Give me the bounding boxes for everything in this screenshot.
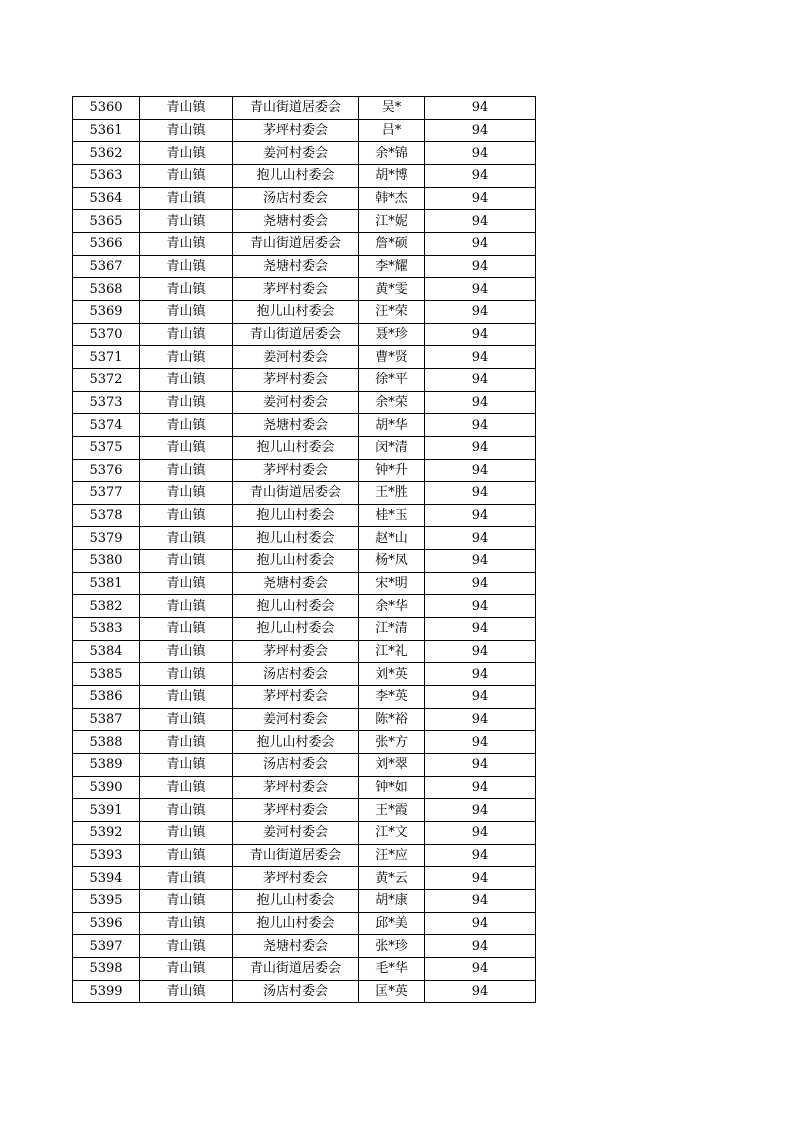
score-cell: 94 [425, 187, 536, 210]
village-committee-cell: 茅坪村委会 [233, 368, 359, 391]
person-name-cell: 江*礼 [359, 640, 425, 663]
table-row [73, 618, 536, 641]
table-row [73, 255, 536, 278]
village-committee-cell: 尧塘村委会 [233, 255, 359, 278]
table-row [73, 459, 536, 482]
row-number-cell: 5364 [73, 187, 140, 210]
table-row [73, 572, 536, 595]
table-row [73, 142, 536, 165]
town-cell: 青山镇 [140, 731, 233, 754]
village-committee-cell: 汤店村委会 [233, 980, 359, 1003]
village-committee-cell: 茅坪村委会 [233, 776, 359, 799]
score-cell: 94 [425, 822, 536, 845]
table-row [73, 867, 536, 890]
table-row [73, 97, 536, 120]
village-committee-cell: 姜河村委会 [233, 346, 359, 369]
village-committee-cell: 青山街道居委会 [233, 97, 359, 120]
score-cell: 94 [425, 708, 536, 731]
row-number-cell: 5396 [73, 912, 140, 935]
town-cell: 青山镇 [140, 323, 233, 346]
person-name-cell: 刘*翠 [359, 754, 425, 777]
table-row [73, 799, 536, 822]
score-cell: 94 [425, 867, 536, 890]
village-committee-cell: 汤店村委会 [233, 754, 359, 777]
village-committee-cell: 姜河村委会 [233, 708, 359, 731]
row-number-cell: 5390 [73, 776, 140, 799]
village-committee-cell: 茅坪村委会 [233, 640, 359, 663]
town-cell: 青山镇 [140, 436, 233, 459]
table-row [73, 754, 536, 777]
score-cell: 94 [425, 640, 536, 663]
village-committee-cell: 姜河村委会 [233, 822, 359, 845]
row-number-cell: 5372 [73, 368, 140, 391]
village-committee-cell: 茅坪村委会 [233, 686, 359, 709]
town-cell: 青山镇 [140, 346, 233, 369]
town-cell: 青山镇 [140, 232, 233, 255]
town-cell: 青山镇 [140, 912, 233, 935]
village-committee-cell: 尧塘村委会 [233, 935, 359, 958]
score-cell: 94 [425, 618, 536, 641]
person-name-cell: 汪*应 [359, 844, 425, 867]
town-cell: 青山镇 [140, 822, 233, 845]
score-cell: 94 [425, 935, 536, 958]
town-cell: 青山镇 [140, 97, 233, 120]
town-cell: 青山镇 [140, 618, 233, 641]
row-number-cell: 5375 [73, 436, 140, 459]
row-number-cell: 5373 [73, 391, 140, 414]
table-row [73, 164, 536, 187]
town-cell: 青山镇 [140, 799, 233, 822]
village-committee-cell: 青山街道居委会 [233, 957, 359, 980]
table-row [73, 686, 536, 709]
score-cell: 94 [425, 550, 536, 573]
person-name-cell: 张*方 [359, 731, 425, 754]
town-cell: 青山镇 [140, 527, 233, 550]
score-cell: 94 [425, 97, 536, 120]
town-cell: 青山镇 [140, 391, 233, 414]
town-cell: 青山镇 [140, 844, 233, 867]
row-number-cell: 5368 [73, 278, 140, 301]
table-row [73, 323, 536, 346]
score-cell: 94 [425, 210, 536, 233]
score-cell: 94 [425, 142, 536, 165]
village-committee-cell: 汤店村委会 [233, 187, 359, 210]
person-name-cell: 王*胜 [359, 482, 425, 505]
village-committee-cell: 茅坪村委会 [233, 867, 359, 890]
score-cell: 94 [425, 527, 536, 550]
village-committee-cell: 抱儿山村委会 [233, 595, 359, 618]
row-number-cell: 5379 [73, 527, 140, 550]
row-number-cell: 5360 [73, 97, 140, 120]
score-cell: 94 [425, 232, 536, 255]
score-cell: 94 [425, 482, 536, 505]
table-row [73, 776, 536, 799]
score-cell: 94 [425, 504, 536, 527]
person-name-cell: 张*珍 [359, 935, 425, 958]
row-number-cell: 5376 [73, 459, 140, 482]
village-committee-cell: 汤店村委会 [233, 663, 359, 686]
person-name-cell: 曹*贤 [359, 346, 425, 369]
town-cell: 青山镇 [140, 255, 233, 278]
person-name-cell: 江*清 [359, 618, 425, 641]
town-cell: 青山镇 [140, 686, 233, 709]
table-row [73, 368, 536, 391]
score-cell: 94 [425, 686, 536, 709]
village-committee-cell: 抱儿山村委会 [233, 164, 359, 187]
person-name-cell: 宋*明 [359, 572, 425, 595]
village-committee-cell: 姜河村委会 [233, 391, 359, 414]
village-committee-cell: 抱儿山村委会 [233, 527, 359, 550]
row-number-cell: 5365 [73, 210, 140, 233]
town-cell: 青山镇 [140, 482, 233, 505]
row-number-cell: 5369 [73, 300, 140, 323]
score-cell: 94 [425, 323, 536, 346]
table-row [73, 210, 536, 233]
table-row [73, 232, 536, 255]
village-committee-cell: 抱儿山村委会 [233, 912, 359, 935]
row-number-cell: 5386 [73, 686, 140, 709]
row-number-cell: 5384 [73, 640, 140, 663]
village-committee-cell: 抱儿山村委会 [233, 889, 359, 912]
score-cell: 94 [425, 595, 536, 618]
village-committee-cell: 青山街道居委会 [233, 482, 359, 505]
village-committee-cell: 抱儿山村委会 [233, 436, 359, 459]
person-name-cell: 李*耀 [359, 255, 425, 278]
town-cell: 青山镇 [140, 935, 233, 958]
town-cell: 青山镇 [140, 754, 233, 777]
person-name-cell: 邱*美 [359, 912, 425, 935]
person-name-cell: 聂*珍 [359, 323, 425, 346]
row-number-cell: 5385 [73, 663, 140, 686]
table-row [73, 346, 536, 369]
village-committee-cell: 茅坪村委会 [233, 799, 359, 822]
village-committee-cell: 青山街道居委会 [233, 844, 359, 867]
town-cell: 青山镇 [140, 889, 233, 912]
person-name-cell: 江*文 [359, 822, 425, 845]
table-row [73, 935, 536, 958]
table-row [73, 278, 536, 301]
person-name-cell: 詹*硕 [359, 232, 425, 255]
town-cell: 青山镇 [140, 414, 233, 437]
person-name-cell: 吕* [359, 119, 425, 142]
village-committee-cell: 茅坪村委会 [233, 278, 359, 301]
town-cell: 青山镇 [140, 708, 233, 731]
person-name-cell: 胡*华 [359, 414, 425, 437]
score-cell: 94 [425, 368, 536, 391]
table-row [73, 504, 536, 527]
village-committee-cell: 抱儿山村委会 [233, 300, 359, 323]
score-cell: 94 [425, 436, 536, 459]
village-committee-cell: 尧塘村委会 [233, 414, 359, 437]
row-number-cell: 5397 [73, 935, 140, 958]
score-cell: 94 [425, 731, 536, 754]
row-number-cell: 5366 [73, 232, 140, 255]
score-cell: 94 [425, 799, 536, 822]
table-row [73, 822, 536, 845]
person-name-cell: 韩*杰 [359, 187, 425, 210]
table-row [73, 119, 536, 142]
row-number-cell: 5377 [73, 482, 140, 505]
score-cell: 94 [425, 957, 536, 980]
score-cell: 94 [425, 414, 536, 437]
score-cell: 94 [425, 980, 536, 1003]
row-number-cell: 5367 [73, 255, 140, 278]
town-cell: 青山镇 [140, 278, 233, 301]
row-number-cell: 5362 [73, 142, 140, 165]
score-cell: 94 [425, 844, 536, 867]
row-number-cell: 5381 [73, 572, 140, 595]
table-row [73, 527, 536, 550]
person-name-cell: 陈*裕 [359, 708, 425, 731]
table-row [73, 957, 536, 980]
town-cell: 青山镇 [140, 957, 233, 980]
person-name-cell: 李*英 [359, 686, 425, 709]
person-name-cell: 钟*如 [359, 776, 425, 799]
score-cell: 94 [425, 391, 536, 414]
person-name-cell: 毛*华 [359, 957, 425, 980]
town-cell: 青山镇 [140, 663, 233, 686]
table-row [73, 708, 536, 731]
table-row [73, 187, 536, 210]
village-committee-cell: 青山街道居委会 [233, 232, 359, 255]
person-name-cell: 胡*博 [359, 164, 425, 187]
person-name-cell: 王*霞 [359, 799, 425, 822]
table-row [73, 300, 536, 323]
town-cell: 青山镇 [140, 595, 233, 618]
score-cell: 94 [425, 119, 536, 142]
person-name-cell: 汪*荣 [359, 300, 425, 323]
person-name-cell: 赵*山 [359, 527, 425, 550]
table-row [73, 414, 536, 437]
table-row [73, 980, 536, 1003]
person-name-cell: 黄*云 [359, 867, 425, 890]
row-number-cell: 5387 [73, 708, 140, 731]
score-cell: 94 [425, 889, 536, 912]
person-name-cell: 桂*玉 [359, 504, 425, 527]
row-number-cell: 5398 [73, 957, 140, 980]
row-number-cell: 5383 [73, 618, 140, 641]
person-name-cell: 吴* [359, 97, 425, 120]
table-row [73, 640, 536, 663]
person-name-cell: 匡*英 [359, 980, 425, 1003]
table-row [73, 663, 536, 686]
person-name-cell: 黄*雯 [359, 278, 425, 301]
table-row [73, 731, 536, 754]
table-row [73, 436, 536, 459]
score-cell: 94 [425, 278, 536, 301]
person-name-cell: 余*荣 [359, 391, 425, 414]
town-cell: 青山镇 [140, 459, 233, 482]
score-cell: 94 [425, 912, 536, 935]
town-cell: 青山镇 [140, 300, 233, 323]
town-cell: 青山镇 [140, 210, 233, 233]
table-row [73, 889, 536, 912]
town-cell: 青山镇 [140, 164, 233, 187]
town-cell: 青山镇 [140, 504, 233, 527]
row-number-cell: 5391 [73, 799, 140, 822]
village-committee-cell: 茅坪村委会 [233, 119, 359, 142]
table-row [73, 844, 536, 867]
row-number-cell: 5392 [73, 822, 140, 845]
row-number-cell: 5363 [73, 164, 140, 187]
score-cell: 94 [425, 346, 536, 369]
person-name-cell: 余*锦 [359, 142, 425, 165]
score-cell: 94 [425, 255, 536, 278]
row-number-cell: 5394 [73, 867, 140, 890]
village-committee-cell: 尧塘村委会 [233, 210, 359, 233]
table-row [73, 482, 536, 505]
score-cell: 94 [425, 663, 536, 686]
town-cell: 青山镇 [140, 867, 233, 890]
score-cell: 94 [425, 754, 536, 777]
town-cell: 青山镇 [140, 187, 233, 210]
person-name-cell: 余*华 [359, 595, 425, 618]
village-committee-cell: 抱儿山村委会 [233, 504, 359, 527]
town-cell: 青山镇 [140, 640, 233, 663]
town-cell: 青山镇 [140, 142, 233, 165]
row-number-cell: 5361 [73, 119, 140, 142]
roster-table-body [73, 97, 536, 1003]
town-cell: 青山镇 [140, 119, 233, 142]
score-cell: 94 [425, 572, 536, 595]
table-row [73, 391, 536, 414]
person-name-cell: 江*妮 [359, 210, 425, 233]
village-committee-cell: 姜河村委会 [233, 142, 359, 165]
village-committee-cell: 抱儿山村委会 [233, 550, 359, 573]
table-row [73, 550, 536, 573]
row-number-cell: 5399 [73, 980, 140, 1003]
roster-table [72, 96, 536, 1003]
table-row [73, 912, 536, 935]
village-committee-cell: 青山街道居委会 [233, 323, 359, 346]
village-committee-cell: 茅坪村委会 [233, 459, 359, 482]
town-cell: 青山镇 [140, 776, 233, 799]
score-cell: 94 [425, 164, 536, 187]
table-row [73, 595, 536, 618]
row-number-cell: 5382 [73, 595, 140, 618]
person-name-cell: 杨*凤 [359, 550, 425, 573]
person-name-cell: 刘*英 [359, 663, 425, 686]
person-name-cell: 徐*平 [359, 368, 425, 391]
row-number-cell: 5380 [73, 550, 140, 573]
town-cell: 青山镇 [140, 368, 233, 391]
town-cell: 青山镇 [140, 550, 233, 573]
person-name-cell: 闵*清 [359, 436, 425, 459]
village-committee-cell: 抱儿山村委会 [233, 731, 359, 754]
village-committee-cell: 尧塘村委会 [233, 572, 359, 595]
person-name-cell: 胡*康 [359, 889, 425, 912]
row-number-cell: 5395 [73, 889, 140, 912]
row-number-cell: 5388 [73, 731, 140, 754]
row-number-cell: 5371 [73, 346, 140, 369]
score-cell: 94 [425, 776, 536, 799]
row-number-cell: 5393 [73, 844, 140, 867]
town-cell: 青山镇 [140, 980, 233, 1003]
town-cell: 青山镇 [140, 572, 233, 595]
score-cell: 94 [425, 300, 536, 323]
village-committee-cell: 抱儿山村委会 [233, 618, 359, 641]
person-name-cell: 钟*升 [359, 459, 425, 482]
row-number-cell: 5378 [73, 504, 140, 527]
row-number-cell: 5374 [73, 414, 140, 437]
row-number-cell: 5389 [73, 754, 140, 777]
row-number-cell: 5370 [73, 323, 140, 346]
score-cell: 94 [425, 459, 536, 482]
